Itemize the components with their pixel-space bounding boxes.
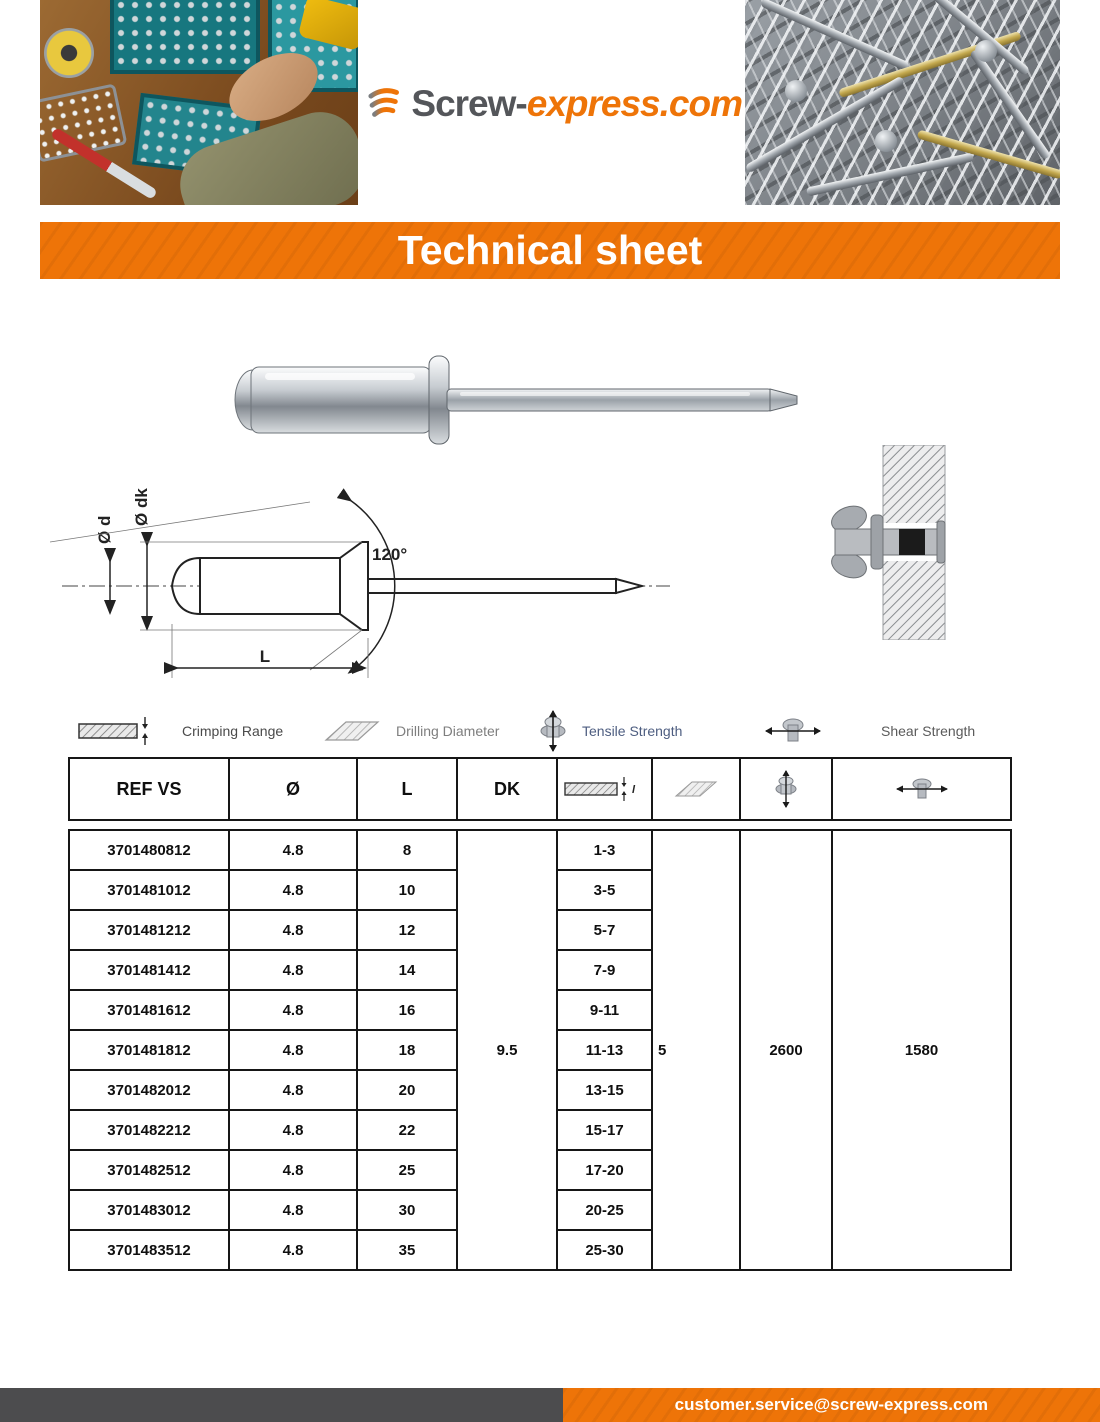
col-header-crimping-range bbox=[557, 758, 652, 820]
ref-cell: 3701483012 bbox=[69, 1190, 229, 1230]
col-header-shear-strength bbox=[832, 758, 1011, 820]
legend-tensile-strength bbox=[538, 708, 682, 754]
shear-strength-merged-cell: 1580 bbox=[832, 830, 1011, 1270]
rivet-technical-drawing bbox=[50, 438, 690, 703]
legend-label-drilling: Drilling Diameter bbox=[396, 723, 500, 739]
legend-crimping-range bbox=[78, 708, 283, 754]
footer-email[interactable]: customer.service@screw-express.com bbox=[674, 1395, 988, 1414]
footer-bar bbox=[0, 1388, 1100, 1422]
ref-cell: 3701482212 bbox=[69, 1110, 229, 1150]
col-header-drilling-diameter bbox=[652, 758, 740, 820]
workbench-photo bbox=[40, 0, 358, 205]
crimping-range-cell: 5-7 bbox=[557, 910, 652, 950]
footer-dark-segment bbox=[0, 1388, 563, 1422]
drilling-diameter-icon bbox=[322, 719, 382, 743]
spec-table-header bbox=[68, 757, 1012, 821]
legend-label-crimping: Crimping Range bbox=[182, 723, 284, 739]
legend-label-tensile: Tensile Strength bbox=[582, 723, 683, 739]
ref-cell: 3701482012 bbox=[69, 1070, 229, 1110]
head-diameter-label: Ø dk bbox=[132, 488, 151, 526]
ref-cell: 3701481612 bbox=[69, 990, 229, 1030]
col-header-tensile-strength bbox=[740, 758, 832, 820]
crimping-range-cell: 7-9 bbox=[557, 950, 652, 990]
crimping-range-cell: 3-5 bbox=[557, 870, 652, 910]
crimping-range-cell: 15-17 bbox=[557, 1110, 652, 1150]
crimping-range-icon bbox=[78, 716, 154, 746]
length-cell: 35 bbox=[357, 1230, 457, 1270]
legend-drilling-diameter bbox=[322, 708, 499, 754]
diameter-cell: 4.8 bbox=[229, 910, 357, 950]
crimping-range-cell: 11-13 bbox=[557, 1030, 652, 1070]
ref-cell: 3701482512 bbox=[69, 1150, 229, 1190]
installed-rivet-cross-section bbox=[815, 445, 955, 640]
screw-rod bbox=[969, 49, 1051, 161]
diameter-cell: 4.8 bbox=[229, 1030, 357, 1070]
crimping-range-icon bbox=[564, 776, 646, 802]
length-cell: 16 bbox=[357, 990, 457, 1030]
tensile-strength-icon bbox=[774, 769, 798, 809]
spec-table-body bbox=[68, 829, 1012, 1271]
diameter-cell: 4.8 bbox=[229, 990, 357, 1030]
diameter-cell: 4.8 bbox=[229, 870, 357, 910]
screw-express-swoosh-icon bbox=[366, 75, 401, 133]
length-cell: 20 bbox=[357, 1070, 457, 1110]
dk-merged-cell: 9.5 bbox=[457, 830, 557, 1270]
screw-rod bbox=[760, 0, 910, 71]
crimping-range-cell: 1-3 bbox=[557, 830, 652, 870]
length-cell: 25 bbox=[357, 1150, 457, 1190]
length-cell: 14 bbox=[357, 950, 457, 990]
length-cell: 18 bbox=[357, 1030, 457, 1070]
tensile-strength-merged-cell: 2600 bbox=[740, 830, 832, 1270]
page-title: Technical sheet bbox=[397, 227, 703, 273]
shear-strength-icon bbox=[763, 715, 823, 747]
table-row bbox=[69, 830, 1011, 870]
diameter-cell: 4.8 bbox=[229, 830, 357, 870]
diameter-cell: 4.8 bbox=[229, 950, 357, 990]
ref-cell: 3701481412 bbox=[69, 950, 229, 990]
col-header-ref: REF VS bbox=[69, 758, 229, 820]
screw-head bbox=[785, 80, 807, 102]
crimping-range-cell: 9-11 bbox=[557, 990, 652, 1030]
diameter-cell: 4.8 bbox=[229, 1110, 357, 1150]
ref-cell: 3701480812 bbox=[69, 830, 229, 870]
legend-label-shear: Shear Strength bbox=[881, 723, 976, 739]
screw-head bbox=[975, 40, 997, 62]
header-row bbox=[69, 758, 1011, 820]
brand-name bbox=[411, 83, 742, 125]
length-cell: 12 bbox=[357, 910, 457, 950]
crimping-range-cell: 17-20 bbox=[557, 1150, 652, 1190]
screws-pile-photo bbox=[745, 0, 1060, 205]
crimping-range-cell: 20-25 bbox=[557, 1190, 652, 1230]
ref-cell: 3701481212 bbox=[69, 910, 229, 950]
crimp-icon-letter: l bbox=[631, 784, 635, 796]
drilling-diameter-icon bbox=[673, 779, 719, 799]
screw-head bbox=[875, 130, 897, 152]
shear-strength-icon bbox=[894, 775, 950, 803]
legend-shear-strength bbox=[763, 708, 975, 754]
length-cell: 8 bbox=[357, 830, 457, 870]
body-diameter-label: Ø d bbox=[95, 515, 114, 544]
diameter-cell: 4.8 bbox=[229, 1190, 357, 1230]
ref-cell: 3701483512 bbox=[69, 1230, 229, 1270]
screw-rod bbox=[806, 152, 974, 196]
brand-logo bbox=[366, 62, 742, 146]
crimping-range-cell: 13-15 bbox=[557, 1070, 652, 1110]
brand-suffix: express.com bbox=[526, 83, 742, 124]
crimping-range-cell: 25-30 bbox=[557, 1230, 652, 1270]
length-cell: 10 bbox=[357, 870, 457, 910]
col-header-length: L bbox=[357, 758, 457, 820]
length-cell: 22 bbox=[357, 1110, 457, 1150]
title-banner bbox=[40, 222, 1060, 279]
col-header-diameter: Ø bbox=[229, 758, 357, 820]
length-dimension-label: L bbox=[259, 647, 271, 666]
tape-measure bbox=[44, 28, 94, 78]
countersink-angle-label: 120° bbox=[372, 545, 408, 564]
tensile-strength-icon bbox=[538, 709, 568, 753]
parts-tray bbox=[110, 0, 260, 74]
col-header-dk: DK bbox=[457, 758, 557, 820]
brand-prefix: Screw- bbox=[411, 83, 527, 124]
screw-rod bbox=[745, 76, 905, 174]
diameter-cell: 4.8 bbox=[229, 1070, 357, 1110]
diameter-cell: 4.8 bbox=[229, 1230, 357, 1270]
diameter-cell: 4.8 bbox=[229, 1150, 357, 1190]
ref-cell: 3701481012 bbox=[69, 870, 229, 910]
drilling-diameter-merged-cell: 5 bbox=[652, 830, 740, 1270]
ref-cell: 3701481812 bbox=[69, 1030, 229, 1070]
length-cell: 30 bbox=[357, 1190, 457, 1230]
